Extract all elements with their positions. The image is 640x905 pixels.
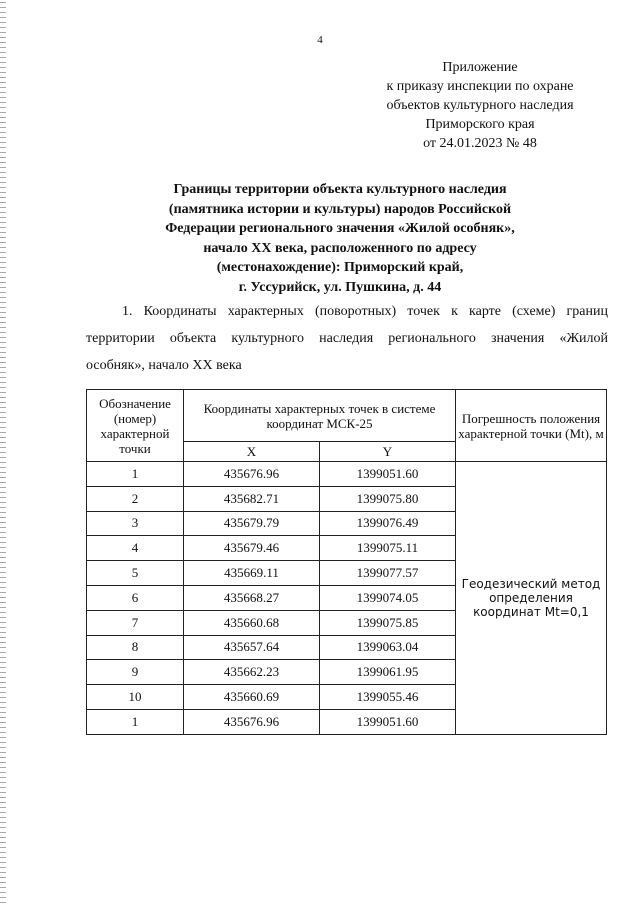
y-cell: 1399076.49 <box>320 511 456 536</box>
title-line: начало XX века, расположенного по адресу <box>203 240 477 256</box>
point-number-cell: 1 <box>87 462 184 487</box>
appendix-block <box>360 58 600 153</box>
document-title <box>120 180 560 297</box>
x-cell: 435660.69 <box>184 685 320 710</box>
table-row <box>87 462 607 487</box>
header-accuracy: Погрешность положения характерной точки (Mt), м <box>456 390 607 462</box>
point-number-cell: 10 <box>87 685 184 710</box>
point-number-cell: 6 <box>87 585 184 610</box>
paragraph-line: особняк», начало XX века <box>86 358 242 373</box>
scan-edge-decoration <box>0 0 6 905</box>
y-cell: 1399063.04 <box>320 635 456 660</box>
y-cell: 1399051.60 <box>320 462 456 487</box>
header-point-number: Обозначение (номер) характерной точки <box>87 390 184 462</box>
header-y: Y <box>320 442 456 462</box>
title-line: Границы территории объекта культурного наследия <box>173 182 507 197</box>
x-cell: 435669.11 <box>184 561 320 586</box>
x-cell: 435676.96 <box>184 709 320 734</box>
point-number-cell: 8 <box>87 635 184 660</box>
point-number-cell: 1 <box>87 709 184 734</box>
y-cell: 1399075.85 <box>320 610 456 635</box>
appendix-line: объектов культурного наследия <box>386 98 574 113</box>
paragraph-line: 1. Координаты характерных (поворотных) точек к карте (схеме) границ <box>122 304 608 319</box>
y-cell: 1399075.80 <box>320 486 456 511</box>
y-cell: 1399075.11 <box>320 536 456 561</box>
point-number-cell: 9 <box>87 660 184 685</box>
body-paragraph <box>86 298 608 379</box>
x-cell: 435662.23 <box>184 660 320 685</box>
page-number: 4 <box>317 34 323 46</box>
point-number-cell: 2 <box>87 486 184 511</box>
title-line: Федерации регионального значения «Жилой особняк», <box>165 221 515 236</box>
x-cell: 435657.64 <box>184 635 320 660</box>
appendix-line: Приморского края <box>425 117 535 132</box>
x-cell: 435679.79 <box>184 511 320 536</box>
paragraph-line: территории объекта культурного наследия регионального значения «Жилой <box>86 331 608 346</box>
appendix-line: от 24.01.2023 № 48 <box>423 136 537 151</box>
point-number-cell: 4 <box>87 536 184 561</box>
x-cell: 435668.27 <box>184 585 320 610</box>
x-cell: 435679.46 <box>184 536 320 561</box>
y-cell: 1399061.95 <box>320 660 456 685</box>
header-x: X <box>184 442 320 462</box>
header-coordinates: Координаты характерных точек в системе координат МСК-25 <box>184 390 456 442</box>
y-cell: 1399055.46 <box>320 685 456 710</box>
title-line: г. Уссурийск, ул. Пушкина, д. 44 <box>238 279 442 295</box>
y-cell: 1399074.05 <box>320 585 456 610</box>
point-number-cell: 7 <box>87 610 184 635</box>
appendix-line: к приказу инспекции по охране <box>386 79 574 94</box>
point-number-cell: 5 <box>87 561 184 586</box>
x-cell: 435660.68 <box>184 610 320 635</box>
x-cell: 435676.96 <box>184 462 320 487</box>
y-cell: 1399051.60 <box>320 709 456 734</box>
title-line: (местонахождение): Приморский край, <box>216 260 464 275</box>
x-cell: 435682.71 <box>184 486 320 511</box>
coordinates-table <box>86 389 607 735</box>
y-cell: 1399077.57 <box>320 561 456 586</box>
method-cell: Геодезический метод определения координат Mt=0,1 <box>456 462 607 735</box>
appendix-line: Приложение <box>442 60 518 75</box>
title-line: (памятника истории и культуры) народов Российской <box>168 201 512 217</box>
point-number-cell: 3 <box>87 511 184 536</box>
